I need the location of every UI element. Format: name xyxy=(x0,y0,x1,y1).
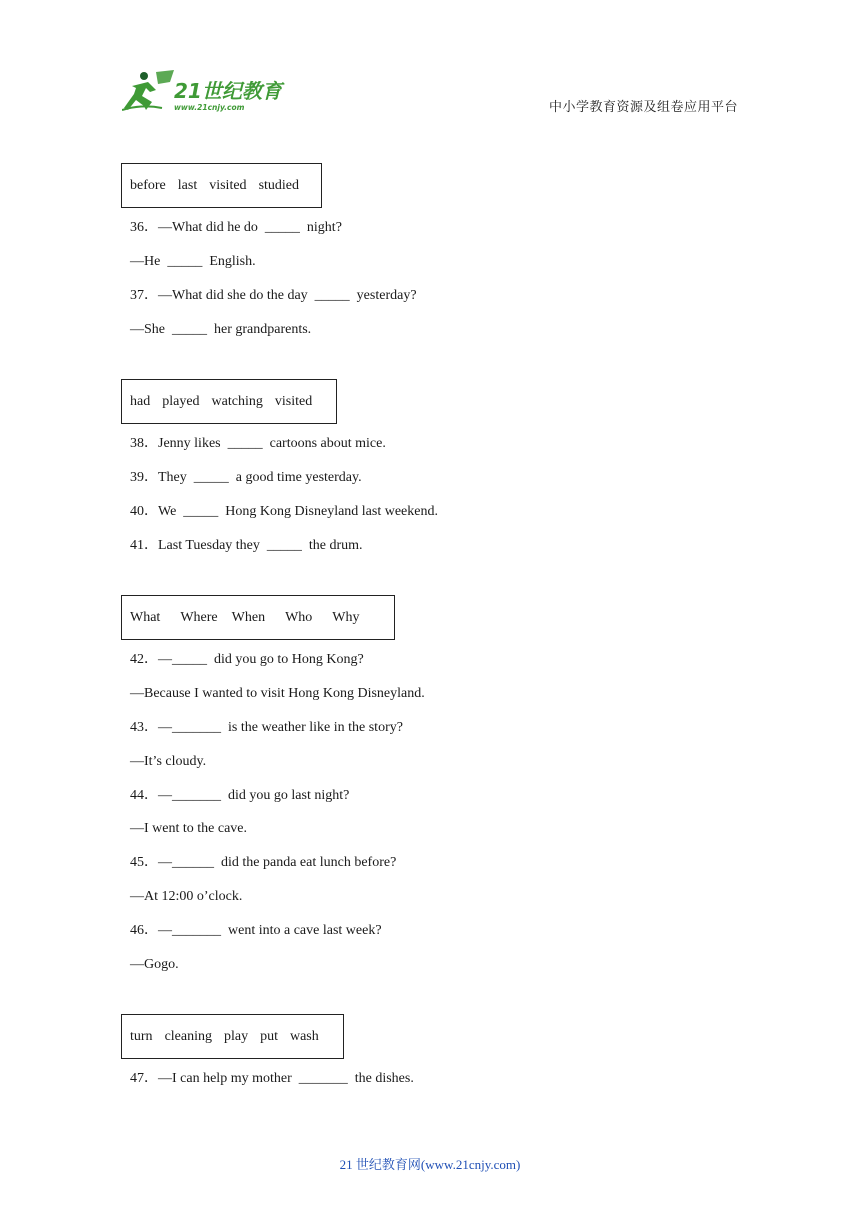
footer-link[interactable]: 21 世纪教育网(www.21cnjy.com) xyxy=(339,1157,521,1172)
word-bank-word: cleaning xyxy=(164,1028,212,1044)
word-bank-word: before xyxy=(130,177,166,193)
word-bank-word: turn xyxy=(130,1028,153,1044)
word-bank-box xyxy=(121,163,322,208)
answer-line: —It’s cloudy. xyxy=(130,754,207,769)
logo-url: www.21cnjy.com xyxy=(174,103,245,112)
word-bank-word: put xyxy=(260,1028,278,1044)
word-bank-word: play xyxy=(223,1028,249,1044)
header-platform-title: 中小学教育资源及组卷应用平台 xyxy=(549,100,739,115)
word-bank-word: When xyxy=(231,609,266,625)
question-line: 42．—_____ did you go to Hong Kong? xyxy=(130,652,364,667)
site-logo xyxy=(122,70,292,116)
question-line: 38．Jenny likes _____ cartoons about mice. xyxy=(130,436,386,451)
word-bank-word: visited xyxy=(209,177,247,193)
question-line: 43．—_______ is the weather like in the story? xyxy=(130,720,403,735)
question-line: 37．—What did she do the day _____ yesterday? xyxy=(130,288,417,303)
answer-line: —She _____ her grandparents. xyxy=(130,322,312,337)
word-bank-word: Where xyxy=(180,609,218,625)
word-bank-box xyxy=(121,595,395,640)
word-bank-word: Who xyxy=(285,609,313,625)
word-bank-word: played xyxy=(162,393,200,409)
answer-line: —Gogo. xyxy=(130,957,179,972)
answer-line: —Because I wanted to visit Hong Kong Disneyland. xyxy=(130,686,425,701)
word-bank-word: visited xyxy=(274,393,313,409)
word-bank-word: had xyxy=(130,393,151,409)
question-line: 46．—_______ went into a cave last week? xyxy=(130,923,382,938)
runner-icon xyxy=(122,70,174,110)
word-bank-word: Why xyxy=(332,609,360,625)
question-line: 41．Last Tuesday they _____ the drum. xyxy=(130,538,363,553)
answer-line: —At 12:00 o’clock. xyxy=(130,889,243,904)
word-bank-box xyxy=(121,1014,344,1059)
word-bank-word: watching xyxy=(211,393,263,409)
word-bank-word: wash xyxy=(289,1028,319,1044)
word-bank-word: studied xyxy=(258,177,300,193)
question-line: 36．—What did he do _____ night? xyxy=(130,220,342,235)
question-line: 39．They _____ a good time yesterday. xyxy=(130,470,362,485)
word-bank-box xyxy=(121,379,337,424)
logo-text: 21世纪教育 xyxy=(174,79,282,103)
question-line: 45．—______ did the panda eat lunch before? xyxy=(130,855,397,870)
answer-line: —He _____ English. xyxy=(130,254,256,269)
question-line: 44．—_______ did you go last night? xyxy=(130,788,350,803)
question-line: 40．We _____ Hong Kong Disneyland last weekend. xyxy=(130,504,438,519)
word-bank-word: What xyxy=(130,609,161,625)
question-line: 47．—I can help my mother _______ the dishes. xyxy=(130,1071,414,1086)
word-bank-word: last xyxy=(177,177,198,193)
answer-line: —I went to the cave. xyxy=(130,821,248,836)
